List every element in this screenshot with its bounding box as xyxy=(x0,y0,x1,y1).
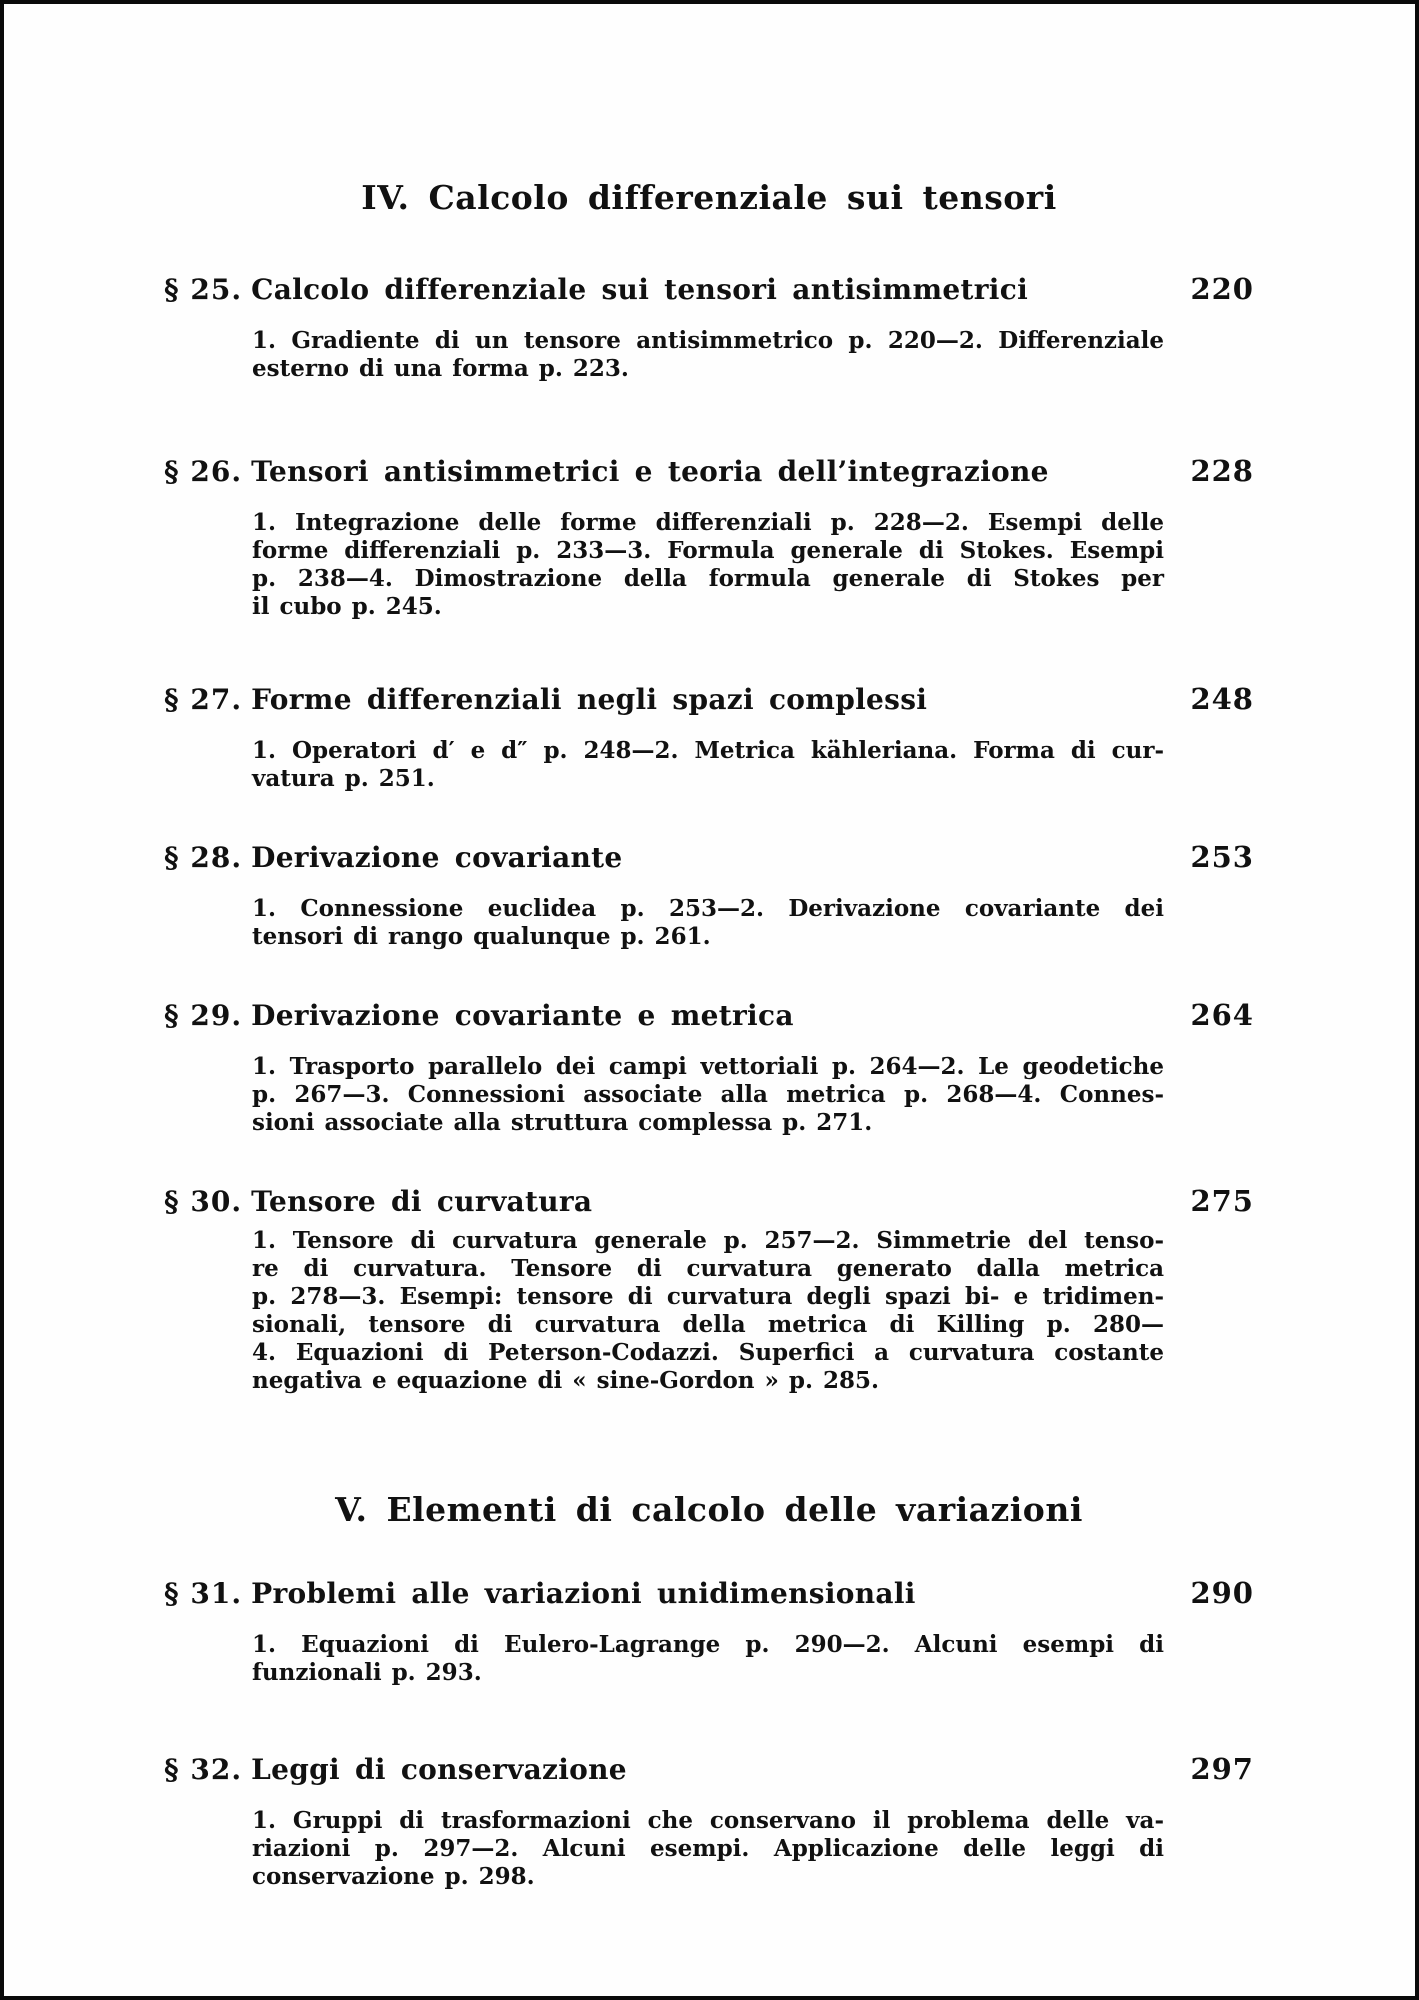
section-page-number: 275 xyxy=(1190,1184,1254,1218)
summary-line: 4. Equazioni di Peterson-Codazzi. Superfici a curvatura costante xyxy=(252,1339,1164,1366)
section-title: Derivazione covariante e metrica xyxy=(251,999,794,1032)
summary-line: sionali, tensore di curvatura della metrica di Killing p. 280— xyxy=(252,1311,1164,1338)
chapter xyxy=(164,4,1254,1996)
toc-entry-heading xyxy=(164,1576,1254,1611)
summary-line: 1. Gradiente di un tensore antisimmetrico p. 220—2. Differenziale xyxy=(252,327,1164,354)
section-title: Derivazione covariante xyxy=(251,841,623,874)
section-title: Problemi alle variazioni unidimensionali xyxy=(251,1577,916,1610)
summary-line: 1. Trasporto parallelo dei campi vettoriali p. 264—2. Le geodetiche xyxy=(252,1053,1164,1080)
section-title: Tensore di curvatura xyxy=(251,1185,593,1218)
section-title: Forme differenziali negli spazi complessi xyxy=(251,683,928,716)
section-page-number: 264 xyxy=(1190,998,1254,1032)
section-number: § 30. xyxy=(164,1185,243,1218)
summary-line: riazioni p. 297—2. Alcuni esempi. Applicazione delle leggi di xyxy=(252,1835,1164,1862)
section-number: § 27. xyxy=(164,683,243,716)
section-title: Leggi di conservazione xyxy=(251,1753,627,1786)
toc-entry xyxy=(164,1752,1254,1891)
toc-entry xyxy=(164,1576,1254,1687)
summary-line: re di curvatura. Tensore di curvatura generato dalla metrica xyxy=(252,1255,1164,1282)
summary-line: sioni associate alla struttura complessa p. 271. xyxy=(252,1109,873,1136)
summary-line: 1. Operatori d′ e d″ p. 248—2. Metrica kähleriana. Forma di cur- xyxy=(252,737,1164,764)
summary-line: funzionali p. 293. xyxy=(252,1659,482,1686)
section-number: § 29. xyxy=(164,999,243,1032)
section-title: Calcolo differenziale sui tensori antisimmetrici xyxy=(251,273,1029,306)
summary-line: tensori di rango qualunque p. 261. xyxy=(252,923,711,950)
section-number: § 25. xyxy=(164,273,243,306)
section-page-number: 220 xyxy=(1190,272,1254,306)
section-page-number: 290 xyxy=(1190,1576,1254,1610)
summary-line: 1. Integrazione delle forme differenziali p. 228—2. Esempi delle xyxy=(252,509,1164,536)
section-number: § 26. xyxy=(164,455,243,488)
summary-line: 1. Equazioni di Eulero-Lagrange p. 290—2. Alcuni esempi di xyxy=(252,1631,1164,1658)
section-title: Tensori antisimmetrici e teoria dell’integrazione xyxy=(251,455,1049,488)
summary-line: p. 278—3. Esempi: tensore di curvatura degli spazi bi- e tridimen- xyxy=(252,1283,1164,1310)
section-number: § 32. xyxy=(164,1753,243,1786)
section-page-number: 297 xyxy=(1190,1752,1254,1786)
toc-entry-heading xyxy=(164,1752,1254,1787)
summary-line: negativa e equazione di « sine-Gordon » p. 285. xyxy=(252,1367,880,1394)
section-summary xyxy=(252,1631,1164,1687)
summary-line: il cubo p. 245. xyxy=(252,593,442,620)
chapter-title: IV. Calcolo differenziale sui tensori xyxy=(361,178,1057,217)
summary-line: esterno di una forma p. 223. xyxy=(252,355,629,382)
table-of-contents xyxy=(164,4,1254,1996)
summary-line: vatura p. 251. xyxy=(252,765,435,792)
section-summary xyxy=(252,1807,1164,1891)
summary-line: 1. Connessione euclidea p. 253—2. Derivazione covariante dei xyxy=(252,895,1164,922)
section-number: § 31. xyxy=(164,1577,243,1610)
summary-line: 1. Tensore di curvatura generale p. 257—2. Simmetrie del tenso- xyxy=(252,1227,1164,1254)
summary-line: p. 238—4. Dimostrazione della formula generale di Stokes per xyxy=(252,565,1164,592)
summary-line: 1. Gruppi di trasformazioni che conservano il problema delle va- xyxy=(252,1807,1164,1834)
summary-line: forme differenziali p. 233—3. Formula generale di Stokes. Esempi xyxy=(252,537,1164,564)
section-page-number: 253 xyxy=(1190,840,1254,874)
chapter-title: V. Elementi di calcolo delle variazioni xyxy=(335,1490,1083,1529)
summary-line: conservazione p. 298. xyxy=(252,1863,535,1890)
section-page-number: 248 xyxy=(1190,682,1254,716)
section-page-number: 228 xyxy=(1190,454,1254,488)
summary-line: p. 267—3. Connessioni associate alla metrica p. 268—4. Connes- xyxy=(252,1081,1164,1108)
section-number: § 28. xyxy=(164,841,243,874)
